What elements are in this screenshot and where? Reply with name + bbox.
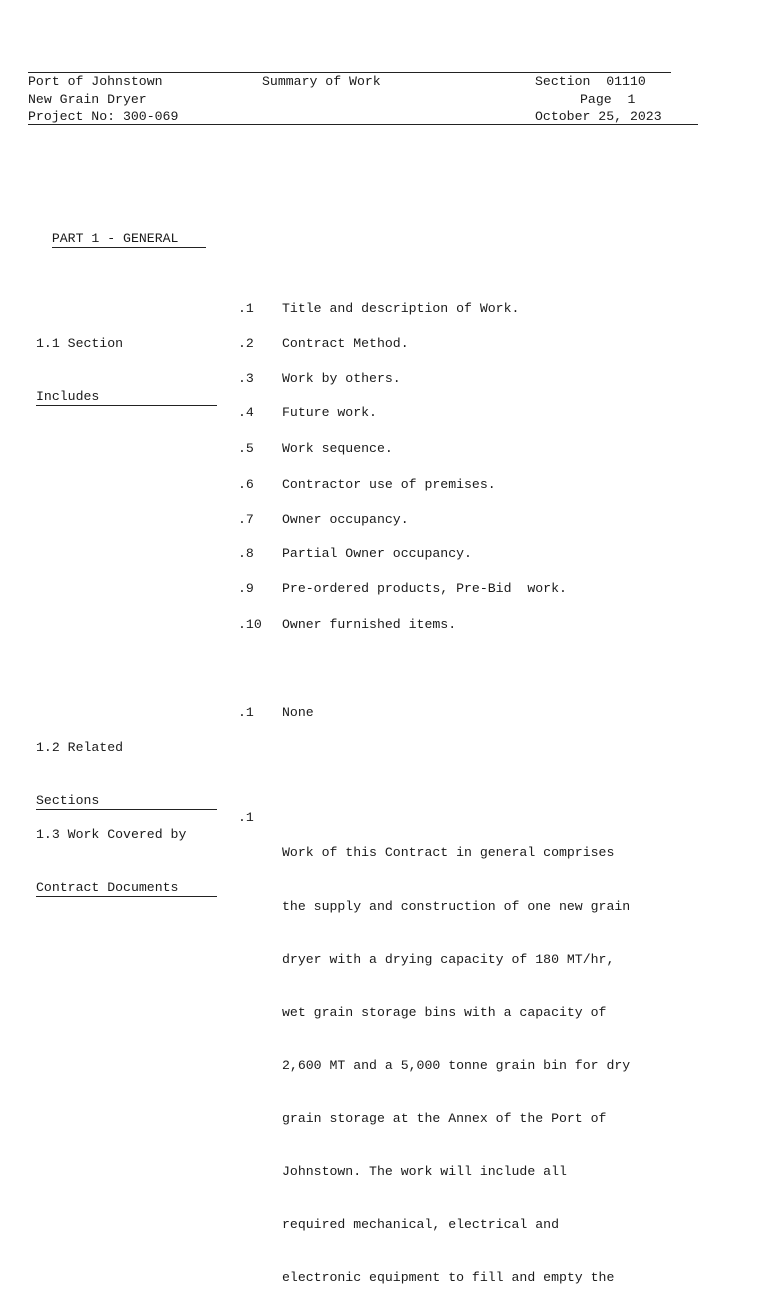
paragraph-line: Johnstown. The work will include all [282,1164,567,1180]
item-number: .9 [238,581,254,596]
section-1-2-label-line2: Sections [36,792,217,811]
item-text: Owner occupancy. [282,512,409,527]
section-1-3-label [36,791,217,915]
part-heading-text: PART 1 - GENERAL [52,230,206,249]
header-project-name: New Grain Dryer [28,91,147,107]
item-text: Pre-ordered products, Pre-Bid work. [282,581,567,596]
part-heading [36,212,206,248]
paragraph-line: electronic equipment to fill and empty the [282,1270,615,1286]
section-1-3-label-line1: 1.3 Work Covered by [36,827,187,842]
paragraph-line: 2,600 MT and a 5,000 tonne grain bin for dry [282,1057,631,1073]
header-section: Section 01110 [535,74,646,89]
section-1-1-label-line2: Includes [36,388,217,407]
section-1-1-label [36,300,217,424]
item-text: Owner furnished items. [282,617,457,632]
item-text: Title and description of Work. [282,301,520,316]
item-text: None [282,705,314,720]
paragraph-line: grain storage at the Annex of the Port of [282,1110,607,1126]
item-text: Partial Owner occupancy. [282,546,472,561]
section-1-3-paragraph [282,809,630,1305]
item-number: .8 [238,546,254,561]
section-1-2-label-line1: 1.2 Related [36,740,124,755]
item-number: .1 [238,810,254,825]
paragraph-line: wet grain storage bins with a capacity of [282,1004,607,1020]
item-number: .1 [238,301,254,316]
item-number: .5 [238,441,254,456]
header-document-title: Summary of Work [262,74,381,89]
header-date: October 25, 2023 [535,109,662,124]
item-number: .4 [238,405,254,420]
item-number: .10 [238,617,262,632]
item-text: Contract Method. [282,336,409,351]
item-number: .6 [238,477,254,492]
item-number: .2 [238,336,254,351]
item-text: Work by others. [282,371,401,386]
header-org: Port of Johnstown [28,74,163,89]
section-1-3-label-line2: Contract Documents [36,879,217,898]
item-text: Contractor use of premises. [282,477,496,492]
header-project-number: Project No: 300-069 [28,109,179,124]
paragraph-line: the supply and construction of one new grain [282,898,631,914]
item-text: Work sequence. [282,441,393,456]
item-number: .3 [238,371,254,386]
section-1-1-label-line1: 1.1 Section [36,336,124,351]
paragraph-line: Work of this Contract in general comprises [282,845,615,861]
item-text: Future work. [282,405,377,420]
paragraph-line: dryer with a drying capacity of 180 MT/hr, [282,951,615,967]
item-number: .7 [238,512,254,527]
header-page: Page 1 [580,91,636,107]
paragraph-line: required mechanical, electrical and [282,1217,559,1233]
item-number: .1 [238,705,254,720]
